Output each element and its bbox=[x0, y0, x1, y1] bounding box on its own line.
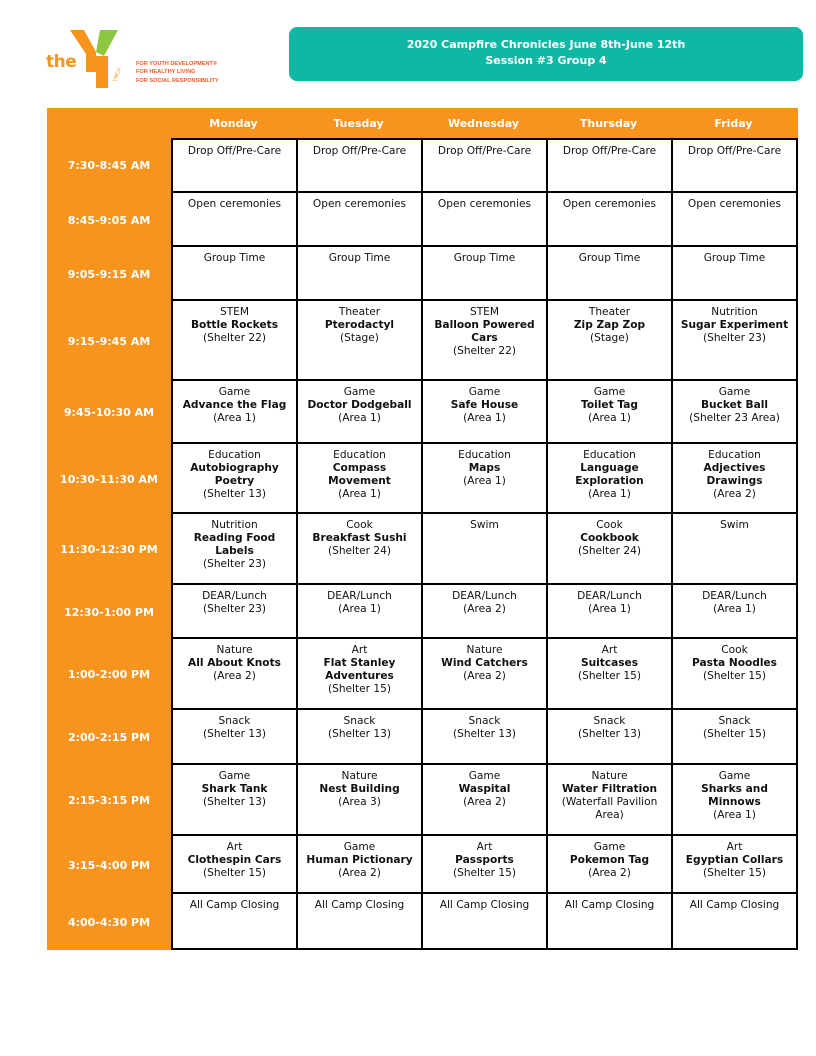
logo-word: the bbox=[46, 52, 77, 72]
activity-name: Cookbook bbox=[580, 532, 639, 544]
activity-location: (Shelter 15) bbox=[702, 728, 767, 740]
activity-type: Game bbox=[468, 386, 501, 398]
activity-name: Egyptian Collars bbox=[685, 854, 784, 866]
schedule-table bbox=[47, 108, 798, 950]
time-slot-label: 3:15-4:00 PM bbox=[67, 858, 151, 872]
activity-type: Art bbox=[726, 841, 743, 853]
activity-location: (Area 2) bbox=[713, 488, 756, 500]
activity-cell bbox=[171, 639, 296, 710]
activity-location: (Area 2) bbox=[463, 796, 506, 808]
activity-location: (Shelter 22) bbox=[202, 332, 267, 344]
activity-type: Art bbox=[476, 841, 493, 853]
activity-cell bbox=[671, 765, 798, 836]
activity-cell bbox=[671, 193, 798, 247]
activity-location: (Shelter 13) bbox=[452, 728, 517, 740]
activity-type: Nature bbox=[216, 644, 253, 656]
activity-type: Nutrition bbox=[211, 519, 258, 531]
activity-cell bbox=[546, 301, 671, 381]
activity-cell bbox=[421, 301, 546, 381]
activity-location: (Area 2) bbox=[338, 867, 381, 879]
activity-type: Swim bbox=[470, 519, 499, 531]
activity-cell bbox=[171, 585, 296, 639]
activity-type: Nature bbox=[591, 770, 628, 782]
time-slot-label: 10:30-11:30 AM bbox=[60, 472, 158, 486]
activity-type: Game bbox=[593, 386, 626, 398]
activity-name: Maps bbox=[468, 462, 501, 474]
activity-location: (Shelter 15) bbox=[327, 683, 392, 695]
activity-cell bbox=[421, 894, 546, 950]
day-header-monday: Monday bbox=[209, 116, 258, 130]
activity-location: (Area 1) bbox=[463, 475, 506, 487]
session-subtitle: Session #3 Group 4 bbox=[485, 54, 607, 67]
activity-name: Zip Zap Zop bbox=[573, 319, 646, 331]
time-slot-label: 11:30-12:30 PM bbox=[60, 543, 158, 556]
activity-type: Drop Off/Pre-Care bbox=[687, 145, 782, 157]
activity-type: Open ceremonies bbox=[687, 198, 782, 210]
activity-cell bbox=[546, 444, 671, 514]
activity-type: Game bbox=[343, 386, 376, 398]
activity-location: (Shelter 13) bbox=[202, 796, 267, 808]
activity-name: Pasta Noodles bbox=[692, 657, 777, 669]
activity-cell bbox=[421, 247, 546, 301]
activity-type: Snack bbox=[593, 715, 626, 727]
activity-type: Open ceremonies bbox=[187, 198, 282, 210]
activity-cell bbox=[421, 836, 546, 894]
activity-location: (Area 1) bbox=[338, 603, 381, 615]
activity-type: All Camp Closing bbox=[689, 899, 780, 911]
activity-cell bbox=[546, 585, 671, 639]
activity-location: (Area 1) bbox=[588, 488, 631, 500]
activity-cell bbox=[171, 894, 296, 950]
ymca-logo bbox=[44, 26, 244, 92]
activity-name: Pterodactyl bbox=[324, 319, 395, 331]
day-header-tuesday: Tuesday bbox=[333, 116, 384, 130]
activity-cell bbox=[671, 247, 798, 301]
day-header-thursday: Thursday bbox=[579, 116, 638, 130]
activity-cell bbox=[546, 514, 671, 585]
activity-type: Group Time bbox=[328, 252, 391, 264]
activity-type: Snack bbox=[468, 715, 501, 727]
activity-cell bbox=[671, 301, 798, 381]
activity-type: DEAR/Lunch bbox=[577, 590, 642, 602]
activity-cell bbox=[171, 836, 296, 894]
activity-type: STEM bbox=[469, 306, 500, 318]
logo-tagline-line: FOR YOUTH DEVELOPMENT® bbox=[136, 61, 218, 67]
activity-location: (Shelter 23) bbox=[202, 558, 267, 570]
activity-type: STEM bbox=[219, 306, 250, 318]
activity-name: Bucket Ball bbox=[700, 399, 769, 411]
activity-name: Reading Food Labels bbox=[193, 532, 276, 557]
activity-type: All Camp Closing bbox=[564, 899, 655, 911]
activity-cell bbox=[421, 710, 546, 765]
activity-cell bbox=[171, 710, 296, 765]
time-slot-label: 9:15-9:45 AM bbox=[67, 334, 151, 348]
activity-name: Compass Movement bbox=[328, 462, 391, 487]
time-slot-label: 12:30-1:00 PM bbox=[64, 605, 154, 619]
day-header-friday: Friday bbox=[714, 116, 753, 130]
time-slot-label: 8:45-9:05 AM bbox=[67, 213, 151, 227]
activity-cell bbox=[421, 193, 546, 247]
activity-name: All About Knots bbox=[188, 657, 281, 669]
activity-type: Open ceremonies bbox=[562, 198, 657, 210]
activity-cell bbox=[421, 765, 546, 836]
activity-cell bbox=[296, 585, 421, 639]
activity-name: Pokemon Tag bbox=[569, 854, 650, 866]
activity-type: Art bbox=[351, 644, 368, 656]
activity-type: Education bbox=[208, 449, 261, 461]
activity-name: Human Pictionary bbox=[306, 854, 413, 866]
time-slot-label: 9:45-10:30 AM bbox=[63, 406, 155, 419]
activity-name: Flat Stanley Adventures bbox=[323, 657, 396, 682]
activity-location: (Area 3) bbox=[338, 796, 381, 808]
activity-cell bbox=[421, 514, 546, 585]
activity-name: Clothespin Cars bbox=[187, 854, 282, 866]
activity-type: Nature bbox=[341, 770, 378, 782]
activity-location: (Shelter 24) bbox=[327, 545, 392, 557]
time-slot-label: 2:15-3:15 PM bbox=[67, 794, 151, 807]
activity-cell bbox=[296, 765, 421, 836]
activity-type: Snack bbox=[218, 715, 251, 727]
activity-cell bbox=[671, 585, 798, 639]
activity-name: Breakfast Sushi bbox=[312, 532, 407, 544]
activity-type: Game bbox=[218, 386, 251, 398]
activity-cell bbox=[296, 381, 421, 444]
activity-cell bbox=[296, 639, 421, 710]
activity-cell bbox=[421, 138, 546, 193]
activity-type: Group Time bbox=[703, 252, 766, 264]
activity-location: (Stage) bbox=[590, 332, 629, 344]
logo-tagline bbox=[136, 60, 219, 85]
activity-name: Water Filtration bbox=[561, 783, 658, 795]
activity-type: Snack bbox=[718, 715, 751, 727]
activity-type: Game bbox=[593, 841, 626, 853]
activity-type: Group Time bbox=[203, 252, 266, 264]
activity-type: Cook bbox=[346, 519, 373, 531]
ymca-y-icon bbox=[70, 26, 128, 88]
activity-cell bbox=[546, 894, 671, 950]
activity-cell bbox=[546, 138, 671, 193]
activity-cell bbox=[171, 381, 296, 444]
activity-type: Swim bbox=[720, 519, 749, 531]
logo-tagline-line: FOR SOCIAL RESPONSIBILITY bbox=[136, 77, 219, 84]
activity-location: (Area 1) bbox=[713, 809, 756, 821]
activity-type: Drop Off/Pre-Care bbox=[312, 145, 407, 157]
time-slot-label: 4:00-4:30 PM bbox=[67, 915, 151, 929]
activity-cell bbox=[296, 444, 421, 514]
activity-cell bbox=[671, 138, 798, 193]
activity-location: (Area 1) bbox=[588, 412, 631, 424]
activity-name: Doctor Dodgeball bbox=[307, 399, 412, 411]
activity-cell bbox=[171, 301, 296, 381]
activity-type: Drop Off/Pre-Care bbox=[562, 145, 657, 157]
activity-cell bbox=[421, 381, 546, 444]
activity-cell bbox=[296, 894, 421, 950]
activity-type: Education bbox=[583, 449, 636, 461]
activity-type: Drop Off/Pre-Care bbox=[187, 145, 282, 157]
activity-type: Nutrition bbox=[711, 306, 758, 318]
activity-cell bbox=[546, 193, 671, 247]
activity-type: Game bbox=[218, 770, 251, 782]
activity-type: Game bbox=[468, 770, 501, 782]
logo-ymca-text: YMCA bbox=[112, 67, 123, 83]
activity-location: (Area 1) bbox=[463, 412, 506, 424]
activity-cell bbox=[171, 765, 296, 836]
activity-type: Education bbox=[708, 449, 761, 461]
activity-cell bbox=[671, 514, 798, 585]
activity-cell bbox=[171, 514, 296, 585]
time-slot-label: 1:00-2:00 PM bbox=[67, 668, 151, 681]
activity-location: (Shelter 13) bbox=[577, 728, 642, 740]
activity-name: Wind Catchers bbox=[441, 657, 528, 669]
activity-location: (Shelter 13) bbox=[202, 488, 267, 500]
activity-cell bbox=[546, 710, 671, 765]
activity-location: (Area 2) bbox=[463, 670, 506, 682]
activity-name: Sharks and Minnows bbox=[701, 783, 768, 808]
activity-location: (Shelter 22) bbox=[452, 345, 517, 357]
activity-location: (Shelter 15) bbox=[702, 867, 767, 879]
activity-cell bbox=[171, 444, 296, 514]
activity-location: (Shelter 15) bbox=[702, 670, 767, 682]
activity-cell bbox=[546, 639, 671, 710]
activity-cell bbox=[296, 836, 421, 894]
activity-location: (Stage) bbox=[340, 332, 379, 344]
activity-cell bbox=[296, 710, 421, 765]
activity-location: (Area 1) bbox=[713, 603, 756, 615]
activity-location: (Area 1) bbox=[338, 488, 381, 500]
activity-type: Game bbox=[343, 841, 376, 853]
activity-location: (Area 2) bbox=[463, 603, 506, 615]
activity-type: Group Time bbox=[578, 252, 641, 264]
activity-cell bbox=[671, 894, 798, 950]
session-title: 2020 Campfire Chronicles June 8th-June 12th bbox=[406, 38, 686, 51]
activity-type: DEAR/Lunch bbox=[702, 590, 767, 602]
activity-location: (Shelter 13) bbox=[327, 728, 392, 740]
time-slot-label: 2:00-2:15 PM bbox=[67, 731, 151, 744]
activity-name: Waspital bbox=[458, 783, 511, 795]
activity-cell bbox=[546, 247, 671, 301]
activity-cell bbox=[296, 301, 421, 381]
activity-cell bbox=[171, 193, 296, 247]
activity-type: Nature bbox=[466, 644, 503, 656]
activity-location: (Area 1) bbox=[213, 412, 256, 424]
activity-location: (Shelter 23) bbox=[702, 332, 767, 344]
activity-type: Cook bbox=[596, 519, 623, 531]
activity-location: (Shelter 23 Area) bbox=[689, 412, 780, 424]
activity-cell bbox=[296, 247, 421, 301]
activity-location: (Waterfall Pavilion Area) bbox=[561, 796, 658, 821]
activity-cell bbox=[671, 444, 798, 514]
activity-name: Advance the Flag bbox=[182, 399, 287, 411]
activity-name: Shark Tank bbox=[201, 783, 268, 795]
schedule-grid bbox=[171, 138, 798, 950]
activity-cell bbox=[421, 639, 546, 710]
activity-cell bbox=[171, 247, 296, 301]
time-slot-label: 7:30-8:45 AM bbox=[67, 159, 151, 172]
activity-type: Theater bbox=[588, 306, 631, 318]
activity-cell bbox=[296, 138, 421, 193]
activity-cell bbox=[546, 381, 671, 444]
activity-type: Open ceremonies bbox=[437, 198, 532, 210]
activity-type: Education bbox=[458, 449, 511, 461]
activity-location: (Area 2) bbox=[588, 867, 631, 879]
activity-name: Suitcases bbox=[580, 657, 639, 669]
activity-location: (Area 1) bbox=[588, 603, 631, 615]
activity-type: Snack bbox=[343, 715, 376, 727]
activity-type: DEAR/Lunch bbox=[202, 590, 267, 602]
activity-location: (Shelter 15) bbox=[452, 867, 517, 879]
activity-cell bbox=[671, 836, 798, 894]
activity-location: (Shelter 23) bbox=[202, 603, 267, 615]
activity-type: Art bbox=[601, 644, 618, 656]
logo-tagline-line: FOR HEALTHY LIVING bbox=[136, 69, 196, 76]
session-title-banner bbox=[289, 27, 803, 81]
activity-type: Game bbox=[718, 386, 751, 398]
activity-cell bbox=[671, 381, 798, 444]
activity-type: Group Time bbox=[453, 252, 516, 264]
activity-type: Drop Off/Pre-Care bbox=[437, 145, 532, 157]
activity-name: Toilet Tag bbox=[581, 399, 638, 411]
activity-name: Balloon Powered Cars bbox=[434, 319, 535, 344]
activity-name: Safe House bbox=[450, 399, 519, 411]
activity-type: All Camp Closing bbox=[189, 899, 280, 911]
activity-cell bbox=[171, 138, 296, 193]
activity-cell bbox=[421, 444, 546, 514]
activity-type: All Camp Closing bbox=[439, 899, 530, 911]
activity-location: (Shelter 24) bbox=[577, 545, 642, 557]
activity-cell bbox=[421, 585, 546, 639]
activity-name: Bottle Rockets bbox=[190, 319, 278, 331]
activity-cell bbox=[671, 639, 798, 710]
activity-location: (Shelter 15) bbox=[202, 867, 267, 879]
activity-type: DEAR/Lunch bbox=[327, 590, 392, 602]
activity-type: DEAR/Lunch bbox=[452, 590, 517, 602]
activity-type: Art bbox=[226, 841, 243, 853]
activity-type: All Camp Closing bbox=[314, 899, 405, 911]
activity-name: Passports bbox=[455, 854, 514, 866]
activity-type: Theater bbox=[338, 306, 381, 318]
activity-type: Open ceremonies bbox=[312, 198, 407, 210]
activity-name: Sugar Experiment bbox=[680, 319, 789, 331]
activity-cell bbox=[546, 836, 671, 894]
activity-location: (Shelter 13) bbox=[202, 728, 267, 740]
activity-cell bbox=[671, 710, 798, 765]
time-slot-label: 9:05-9:15 AM bbox=[67, 267, 151, 281]
activity-type: Cook bbox=[721, 644, 748, 656]
activity-name: Autobiography Poetry bbox=[190, 462, 279, 487]
activity-location: (Shelter 15) bbox=[577, 670, 642, 682]
activity-name: Adjectives Drawings bbox=[703, 462, 766, 487]
day-header-wednesday: Wednesday bbox=[447, 116, 520, 130]
activity-name: Nest Building bbox=[319, 783, 400, 795]
activity-cell bbox=[546, 765, 671, 836]
activity-name: Language Exploration bbox=[575, 462, 644, 487]
activity-type: Education bbox=[333, 449, 386, 461]
activity-cell bbox=[296, 514, 421, 585]
activity-location: (Area 1) bbox=[338, 412, 381, 424]
activity-location: (Area 2) bbox=[213, 670, 256, 682]
activity-cell bbox=[296, 193, 421, 247]
activity-type: Game bbox=[718, 770, 751, 782]
